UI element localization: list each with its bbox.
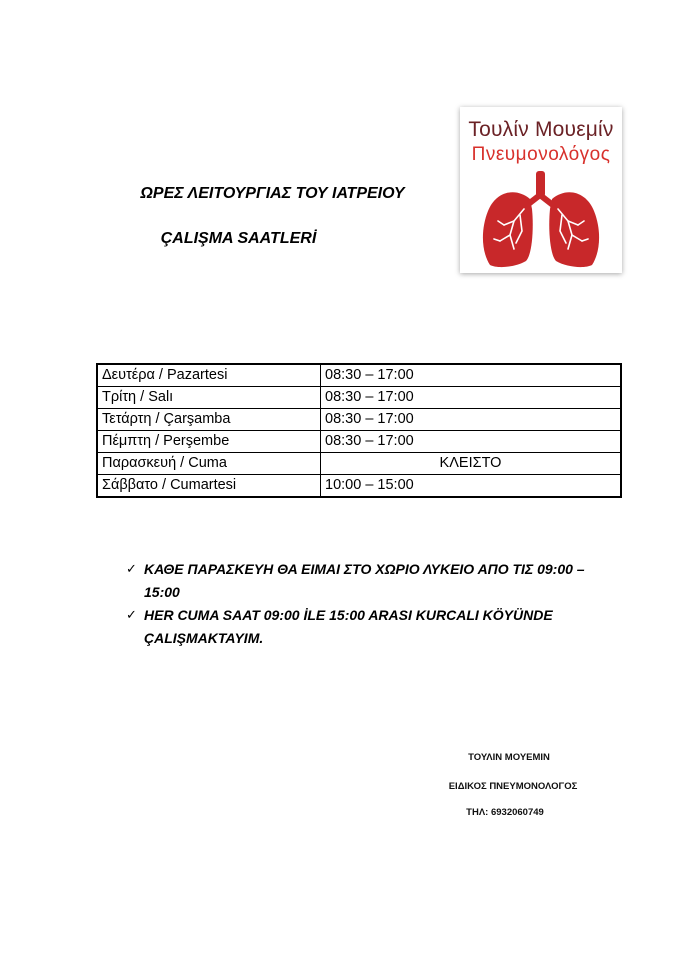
day-cell: Δευτέρα / Pazartesi	[97, 364, 321, 387]
list-item	[126, 558, 596, 604]
table-row	[97, 475, 621, 498]
table-row	[97, 409, 621, 431]
note-text: ΚΑΘΕ ΠΑΡΑΣΚΕΥΗ ΘΑ ΕΙΜΑΙ ΣΤΟ ΧΩΡΙΟ ΛΥΚΕΙΟ ΑΠΟ ΤΙΣ 09:00 – 15:00	[144, 561, 585, 600]
checkmark-icon: ✓	[126, 608, 137, 623]
logo-doctor-name: Τουλίν Μουεμίν	[468, 118, 614, 141]
signature-name: ΤΟΥΛΙΝ ΜΟΥΕΜΙΝ	[468, 752, 550, 763]
page-title-greek: ΩΡΕΣ ΛΕΙΤΟΥΡΓΙΑΣ ΤΟΥ ΙΑΤΡΕΙΟΥ	[140, 185, 405, 202]
opening-hours-table	[96, 363, 622, 498]
hours-cell: 08:30 – 17:00	[321, 409, 622, 431]
day-cell: Σάββατο / Cumartesi	[97, 475, 321, 498]
table-row	[97, 453, 621, 475]
day-cell: Τρίτη / Salı	[97, 387, 321, 409]
note-text: HER CUMA SAAT 09:00 İLE 15:00 ARASI KURCALI KÖYÜNDE ÇALIŞMAKTAYIM.	[144, 607, 553, 646]
hours-cell: 08:30 – 17:00	[321, 364, 622, 387]
signature-role: ΕΙΔΙΚΟΣ ΠΝΕΥΜΟΝΟΛΟΓΟΣ	[448, 781, 578, 792]
hours-cell: 08:30 – 17:00	[321, 387, 622, 409]
table-row	[97, 364, 621, 387]
checkmark-icon: ✓	[126, 562, 137, 577]
day-cell: Πέμπτη / Perşembe	[97, 431, 321, 453]
logo-doctor-role: Πνευμονολόγος	[471, 144, 611, 165]
day-cell: Τετάρτη / Çarşamba	[97, 409, 321, 431]
notes-list	[126, 558, 596, 650]
list-item	[126, 604, 596, 650]
lungs-icon	[476, 169, 606, 269]
clinic-logo	[460, 107, 622, 273]
page-title-turkish: ÇALIŞMA SAATLERİ	[160, 230, 317, 247]
signature-phone: ΤΗΛ: 6932060749	[466, 807, 544, 818]
table-row	[97, 387, 621, 409]
closed-cell: ΚΛΕΙΣΤΟ	[321, 453, 622, 475]
table-row	[97, 431, 621, 453]
day-cell: Παρασκευή / Cuma	[97, 453, 321, 475]
hours-cell: 10:00 – 15:00	[321, 475, 622, 498]
hours-cell: 08:30 – 17:00	[321, 431, 622, 453]
